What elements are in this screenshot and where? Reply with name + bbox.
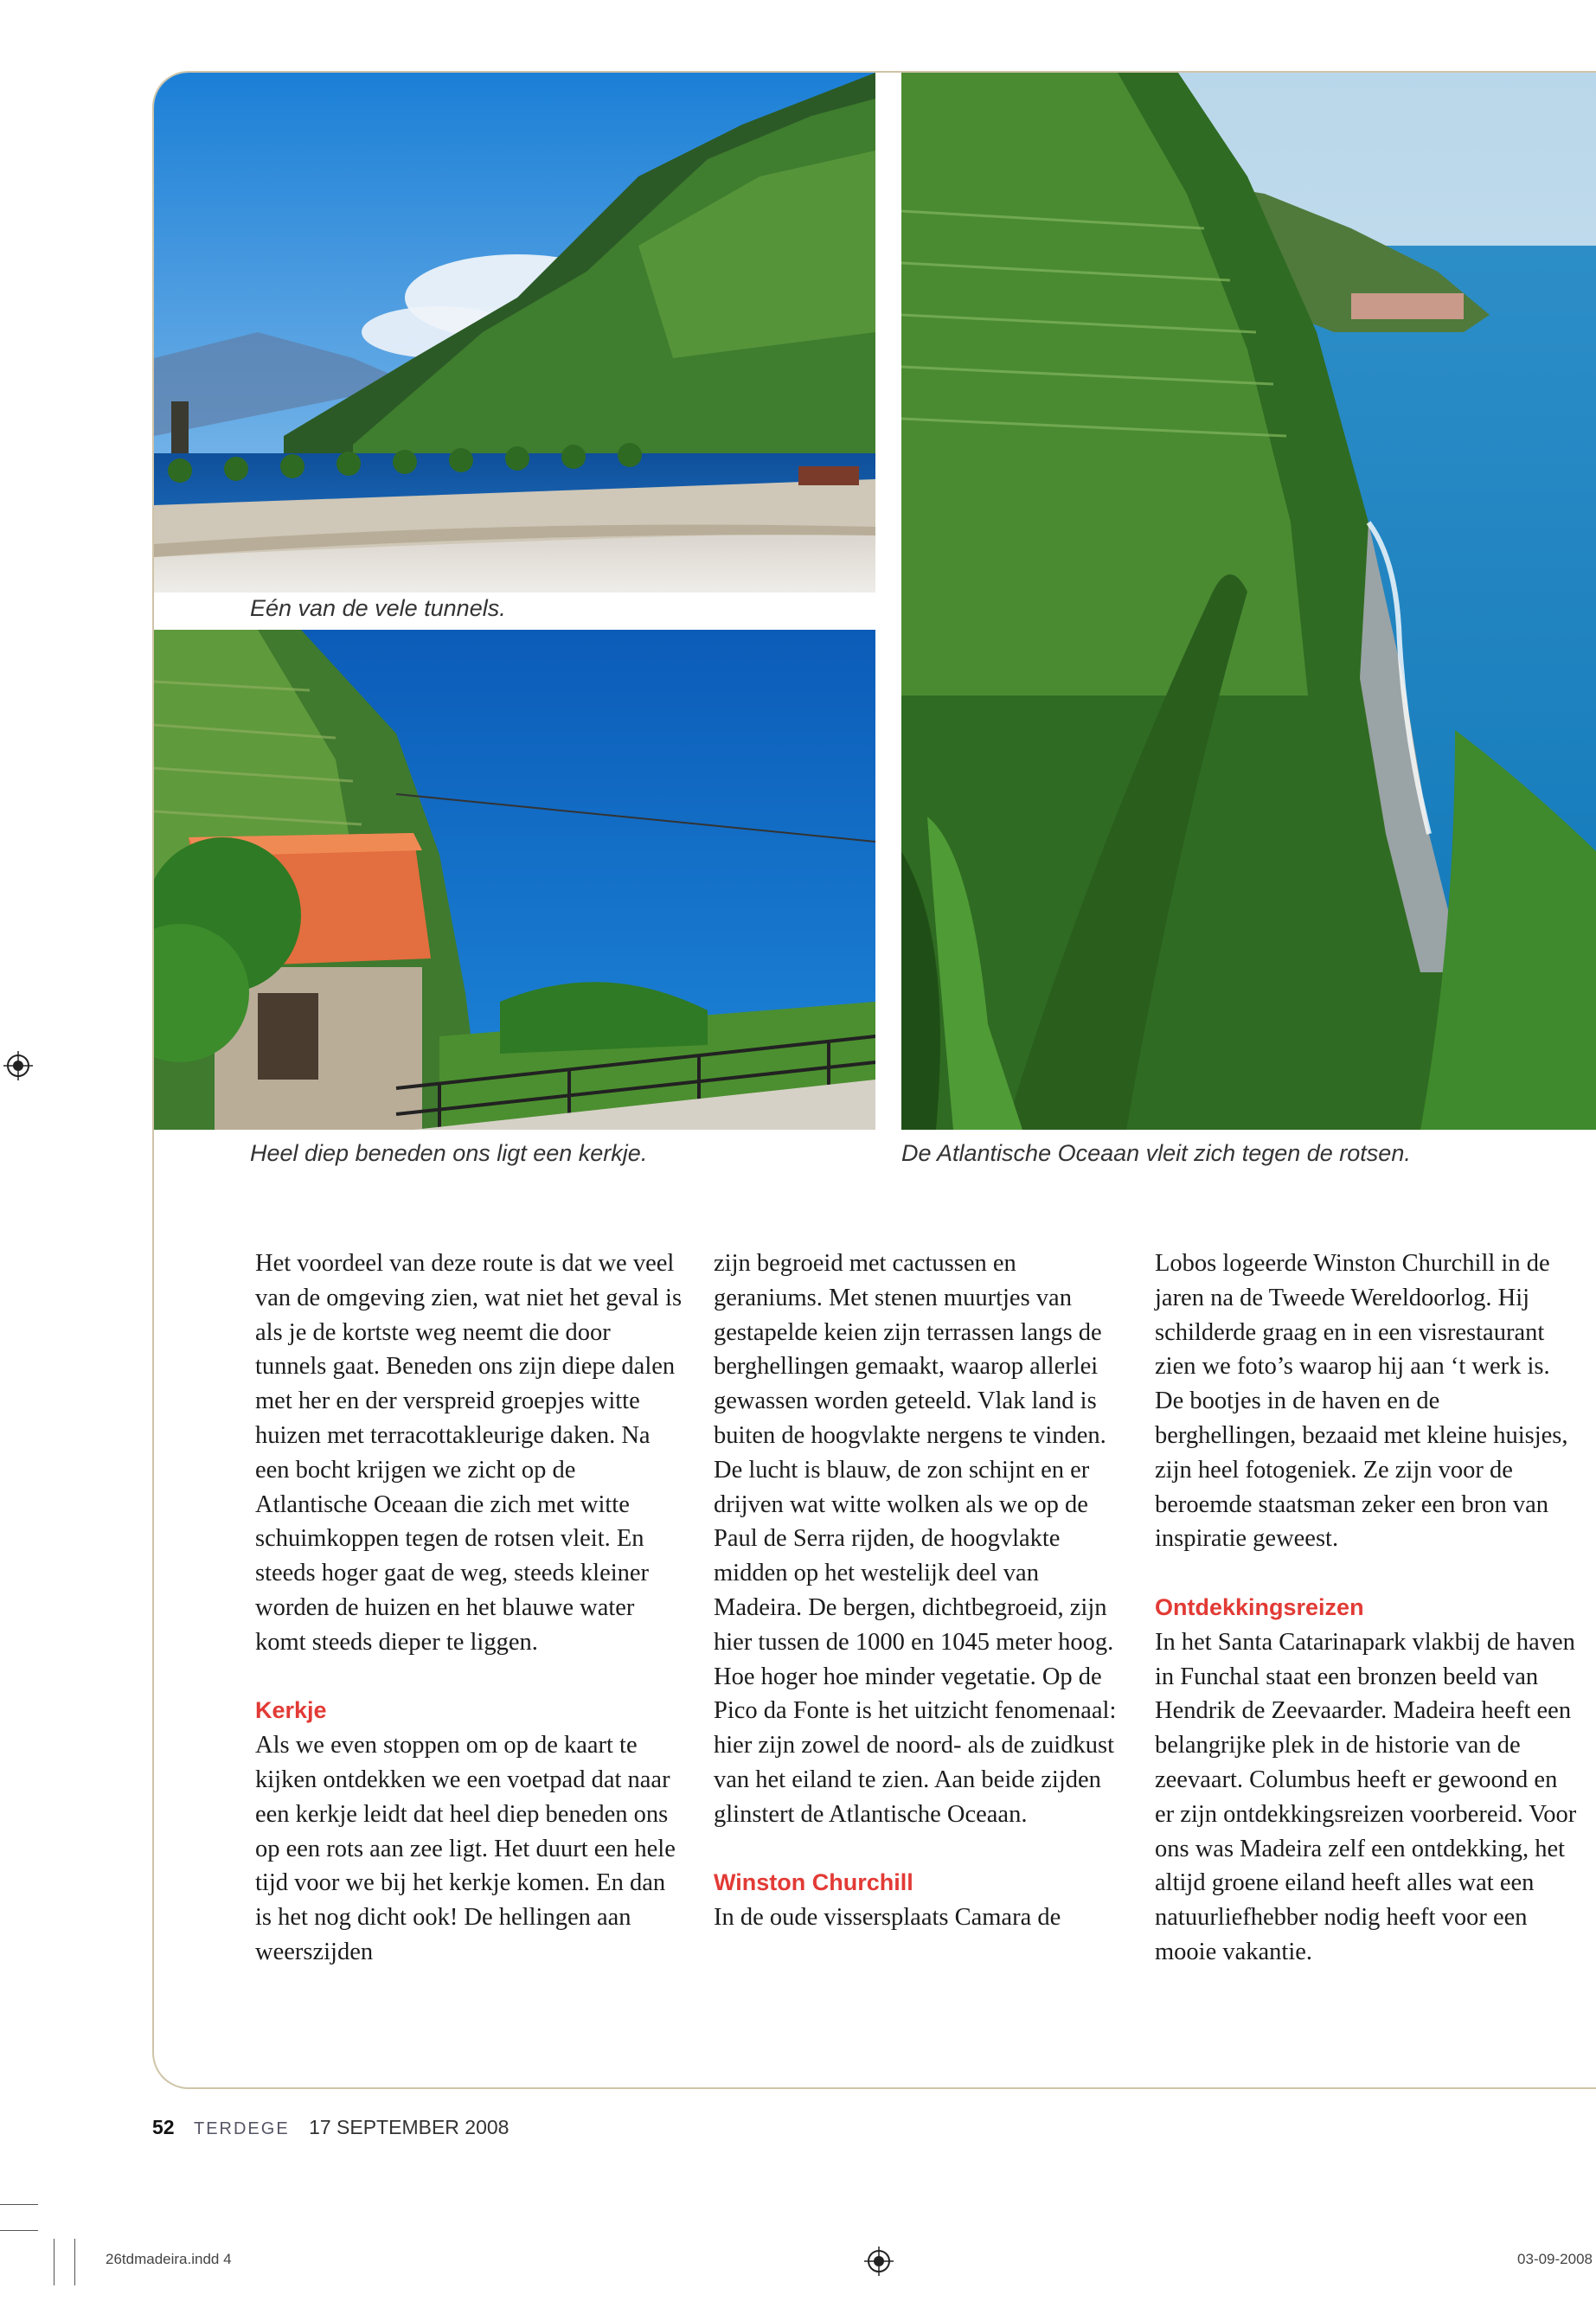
column-1	[255, 1247, 688, 1970]
heading-kerkje: Kerkje	[255, 1697, 327, 1724]
column-3-paragraph-1: Lobos logeerde Winston Churchill in de jaren na de Tweede Wereldoorlog. Hij schilderde graag en in een visrestaurant zien we foto’s waarop hij aan ‘t werk is. De bootjes in de haven en de berghellingen, bezaaid met kleine huisjes, zijn heel fotogeniek. Ze zijn voor de beroemde staatsman zeker een bron van inspiratie geweest.	[1155, 1250, 1568, 1553]
caption-photo-2: Heel diep beneden ons ligt een kerkje.	[250, 1140, 648, 1166]
magazine-name: TERDEGE	[193, 2119, 290, 2138]
caption-photo-1: Eén van de vele tunnels.	[250, 595, 506, 621]
column-2-paragraph-1: zijn begroeid met cactussen en geraniums. Met stenen muurtjes van gestapelde keien zijn terrassen langs de berghellingen gemaakt, waarop allerlei gewassen worden geteeld. Vlak land is buiten de hoogvlakte nergens te vinden.	[714, 1250, 1106, 1449]
page-footer	[152, 2116, 509, 2139]
heading-winston-churchill: Winston Churchill	[714, 1869, 913, 1896]
issue-date: 17 SEPTEMBER 2008	[309, 2116, 510, 2138]
registration-mark-bottom-icon	[864, 2247, 894, 2276]
column-3	[1155, 1247, 1579, 1970]
column-2-paragraph-2: De lucht is blauw, de zon schijnt en er drijven wat witte wolken als we op de Paul de Serra rijden, de hoogvlakte midden op het westelijk deel van Madeira. De bergen, dichtbegroeid, zijn hier tussen de 1000 en 1045 meter hoog. Hoe hoger hoe minder vegetatie. Op de Pico da Fonte is het uitzicht fenomenaal: hier zijn zowel de noord- als de zuidkust van het eiland te zien. Aan beide zijden glinstert de Atlantische Oceaan.	[714, 1456, 1117, 1828]
column-3-paragraph-2: In het Santa Catarinapark vlakbij de haven in Funchal staat een bronzen beeld van Hendrik de Zeevaarder. Madeira heeft een belangrijke plek in de historie van de zeevaart. Columbus heeft er gewoond en er zijn ontdekkingsreizen voorbereid. Voor ons was Madeira zelf een ontdekking, het altijd groene eiland heeft alles wat een natuurliefhebber nodig heeft voor een mooie vakantie.	[1155, 1628, 1577, 1965]
photo-house-sea	[154, 630, 875, 1130]
column-2	[714, 1247, 1129, 1935]
crop-mark	[74, 2239, 75, 2285]
photo-coast-promenade	[154, 73, 875, 593]
registration-mark-left-icon	[3, 1051, 33, 1080]
column-1-paragraph-1: Het voordeel van deze route is dat we veel van de omgeving zien, wat niet het geval is als je de kortste weg neemt die door tunnels gaat. Beneden ons zijn diepe dalen met her en der verspreid groepjes witte huizen met terracottakleurige daken. Na een bocht krijgen we zicht op de Atlantische Oceaan die zich met witte schuimkoppen tegen de rotsen vleit. En steeds hoger gaat de weg, steeds kleiner worden de huizen en het blauwe water komt steeds dieper te liggen.	[255, 1250, 683, 1656]
caption-photo-3: De Atlantische Oceaan vleit zich tegen de rotsen.	[901, 1140, 1411, 1166]
crop-mark	[0, 2204, 38, 2205]
photo-cliff-ocean	[901, 73, 1596, 1130]
page-number: 52	[152, 2116, 175, 2138]
slug-file-info: 26tdmadeira.indd 4	[106, 2251, 232, 2267]
crop-mark	[0, 2230, 38, 2231]
heading-ontdekkingsreizen: Ontdekkingsreizen	[1155, 1593, 1364, 1620]
slug-date: 03-09-2008	[1517, 2251, 1593, 2267]
column-2-paragraph-3: In de oude vissersplaats Camara de	[714, 1904, 1061, 1932]
column-1-paragraph-2: Als we even stoppen om op de kaart te kijken ontdekken we een voetpad dat naar een kerkje leidt dat heel diep beneden ons op een rots aan zee ligt. Het duurt een hele tijd voor we bij het kerkje komen. En dan is het nog dicht ook! De hellingen aan weerszijden	[255, 1732, 676, 1965]
